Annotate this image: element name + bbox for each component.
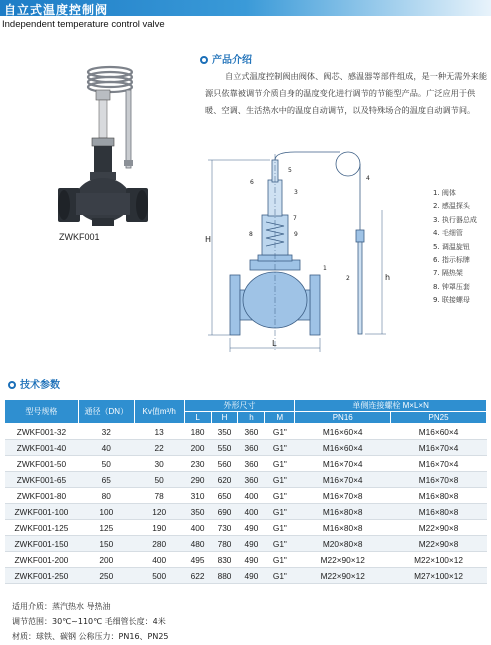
table-cell: 30 bbox=[134, 456, 184, 472]
table-row bbox=[5, 536, 487, 552]
table-cell: 190 bbox=[134, 520, 184, 536]
title-bar bbox=[0, 0, 491, 16]
table-cell: 830 bbox=[211, 552, 238, 568]
table-cell: ZWKF001-100 bbox=[5, 504, 79, 520]
table-cell: ZWKF001-150 bbox=[5, 536, 79, 552]
dim-H-label: H bbox=[205, 235, 212, 244]
table-cell: G1" bbox=[265, 440, 295, 456]
callout-5: 5 bbox=[288, 167, 292, 174]
table-cell: 690 bbox=[211, 504, 238, 520]
bullet-ring-icon bbox=[200, 56, 208, 64]
header-h: h bbox=[238, 412, 265, 424]
callout-8: 8 bbox=[249, 231, 253, 238]
table-cell: M16×60×4 bbox=[391, 424, 487, 440]
table-cell: 650 bbox=[211, 488, 238, 504]
table-row bbox=[5, 472, 487, 488]
header-kv: Kv值m³/h bbox=[134, 400, 184, 424]
table-cell: 280 bbox=[134, 536, 184, 552]
page-subtitle: Independent temperature control valve bbox=[2, 19, 165, 30]
table-cell: 360 bbox=[238, 424, 265, 440]
legend-item: 8. 钟罩压套 bbox=[433, 282, 470, 291]
table-cell: M16×70×4 bbox=[391, 440, 487, 456]
legend-item: 1. 阀体 bbox=[433, 189, 456, 197]
table-cell: 550 bbox=[211, 440, 238, 456]
table-cell: M16×60×4 bbox=[295, 424, 391, 440]
note-medium: 适用介质：蒸汽热水 导热油 bbox=[12, 602, 111, 611]
table-cell: 200 bbox=[78, 552, 134, 568]
table-cell: 490 bbox=[238, 552, 265, 568]
header-L: L bbox=[184, 412, 211, 424]
table-row bbox=[5, 568, 487, 584]
table-cell: 480 bbox=[184, 536, 211, 552]
table-cell: 620 bbox=[211, 472, 238, 488]
table-cell: 50 bbox=[134, 472, 184, 488]
table-cell: G1" bbox=[265, 536, 295, 552]
table-cell: M16×70×8 bbox=[295, 488, 391, 504]
callout-4: 4 bbox=[366, 175, 370, 182]
table-cell: ZWKF001-32 bbox=[5, 424, 79, 440]
callout-9: 9 bbox=[294, 231, 298, 238]
table-cell: M16×70×4 bbox=[295, 472, 391, 488]
table-cell: 350 bbox=[211, 424, 238, 440]
table-row bbox=[5, 520, 487, 536]
table-cell: G1" bbox=[265, 424, 295, 440]
table-cell: 78 bbox=[134, 488, 184, 504]
header-M: M bbox=[265, 412, 295, 424]
bullet-ring-icon bbox=[8, 381, 16, 389]
product-photo bbox=[40, 60, 170, 235]
table-row bbox=[5, 424, 487, 440]
callout-2: 2 bbox=[346, 275, 350, 282]
table-row bbox=[5, 488, 487, 504]
header-dn: 通径（DN） bbox=[78, 400, 134, 424]
table-cell: 360 bbox=[238, 472, 265, 488]
header-flange: 单侧连接螺栓 M×L×N bbox=[295, 400, 487, 412]
table-cell: 490 bbox=[238, 536, 265, 552]
product-model-caption: ZWKF001 bbox=[59, 232, 100, 242]
table-row bbox=[5, 504, 487, 520]
table-cell: G1" bbox=[265, 456, 295, 472]
table-cell: 22 bbox=[134, 440, 184, 456]
table-cell: 100 bbox=[78, 504, 134, 520]
valve-schematic-drawing bbox=[200, 150, 430, 365]
callout-6: 6 bbox=[250, 179, 254, 186]
table-cell: 490 bbox=[238, 520, 265, 536]
note-material: 材质：球铁、碳钢 公称压力：PN16、PN25 bbox=[12, 632, 169, 641]
table-cell: M22×90×12 bbox=[295, 568, 391, 584]
table-cell: M16×60×4 bbox=[295, 440, 391, 456]
callout-3: 3 bbox=[294, 189, 298, 196]
table-cell: M20×80×8 bbox=[295, 536, 391, 552]
table-cell: 32 bbox=[78, 424, 134, 440]
table-cell: G1" bbox=[265, 568, 295, 584]
page-title: 自立式温度控制阀 bbox=[4, 3, 109, 17]
header-pn16: PN16 bbox=[295, 412, 391, 424]
table-cell: G1" bbox=[265, 552, 295, 568]
table-cell: M27×100×12 bbox=[391, 568, 487, 584]
legend-item: 5. 调温旋钮 bbox=[433, 242, 470, 251]
table-cell: M16×80×8 bbox=[295, 520, 391, 536]
table-cell: 80 bbox=[78, 488, 134, 504]
legend-item: 2. 感温探头 bbox=[433, 202, 470, 211]
table-cell: 880 bbox=[211, 568, 238, 584]
table-cell: 360 bbox=[238, 440, 265, 456]
table-cell: 65 bbox=[78, 472, 134, 488]
table-cell: ZWKF001-200 bbox=[5, 552, 79, 568]
table-cell: 780 bbox=[211, 536, 238, 552]
table-cell: ZWKF001-65 bbox=[5, 472, 79, 488]
table-cell: 500 bbox=[134, 568, 184, 584]
header-model: 型号规格 bbox=[5, 400, 79, 424]
table-cell: 400 bbox=[184, 520, 211, 536]
table-cell: 13 bbox=[134, 424, 184, 440]
table-cell: 730 bbox=[211, 520, 238, 536]
legend-item: 3. 执行器总成 bbox=[433, 215, 477, 224]
specs-heading: 技术参数 bbox=[8, 376, 60, 391]
table-row bbox=[5, 440, 487, 456]
table-row bbox=[5, 456, 487, 472]
table-cell: 622 bbox=[184, 568, 211, 584]
table-cell: M16×80×8 bbox=[391, 504, 487, 520]
table-cell: 400 bbox=[238, 488, 265, 504]
table-cell: 560 bbox=[211, 456, 238, 472]
table-cell: 180 bbox=[184, 424, 211, 440]
drawing-legend bbox=[433, 187, 477, 308]
intro-heading: 产品介绍 bbox=[200, 51, 252, 66]
legend-item: 4. 毛细管 bbox=[433, 229, 463, 238]
table-cell: ZWKF001-125 bbox=[5, 520, 79, 536]
table-cell: M16×80×8 bbox=[295, 504, 391, 520]
intro-text: 自立式温度控制阀由阀体、阀芯、感温器等部件组成，是一种无需外来能源只依靠被调节介质自身的温度变化进行调节的节能型产品。广泛应用于供暖、空调、生活热水中的温度自动调节，以及特殊场合的温度自动调节间。 bbox=[205, 71, 488, 115]
table-cell: ZWKF001-50 bbox=[5, 456, 79, 472]
table-cell: M22×90×12 bbox=[295, 552, 391, 568]
table-cell: 50 bbox=[78, 456, 134, 472]
legend-item: 9. 联接螺母 bbox=[433, 296, 470, 305]
table-cell: ZWKF001-40 bbox=[5, 440, 79, 456]
table-cell: 200 bbox=[184, 440, 211, 456]
note-range: 调节范围：30℃~110℃ 毛细管长度：4米 bbox=[12, 617, 166, 626]
table-cell: G1" bbox=[265, 488, 295, 504]
dim-L-label: L bbox=[272, 339, 277, 348]
legend-item: 7. 隔热架 bbox=[433, 269, 463, 278]
table-cell: M16×80×8 bbox=[391, 488, 487, 504]
table-cell: M22×100×12 bbox=[391, 552, 487, 568]
table-cell: G1" bbox=[265, 472, 295, 488]
table-cell: ZWKF001-250 bbox=[5, 568, 79, 584]
header-H: H bbox=[211, 412, 238, 424]
table-cell: 120 bbox=[134, 504, 184, 520]
table-cell: 360 bbox=[238, 456, 265, 472]
table-cell: M16×70×4 bbox=[295, 456, 391, 472]
spec-table bbox=[4, 399, 487, 584]
table-cell: 310 bbox=[184, 488, 211, 504]
table-cell: 230 bbox=[184, 456, 211, 472]
table-cell: M16×70×4 bbox=[391, 456, 487, 472]
table-cell: 290 bbox=[184, 472, 211, 488]
table-row bbox=[5, 552, 487, 568]
table-cell: 495 bbox=[184, 552, 211, 568]
table-cell: M16×70×8 bbox=[391, 472, 487, 488]
table-cell: 490 bbox=[238, 568, 265, 584]
table-cell: 40 bbox=[78, 440, 134, 456]
callout-7: 7 bbox=[293, 215, 297, 222]
legend-item: 6. 指示标牌 bbox=[433, 255, 470, 264]
table-cell: 125 bbox=[78, 520, 134, 536]
dim-h-label: h bbox=[385, 273, 391, 282]
table-cell: 400 bbox=[238, 504, 265, 520]
callout-1: 1 bbox=[323, 265, 327, 272]
table-cell: 250 bbox=[78, 568, 134, 584]
table-cell: M22×90×8 bbox=[391, 536, 487, 552]
table-cell: ZWKF001-80 bbox=[5, 488, 79, 504]
table-cell: G1" bbox=[265, 504, 295, 520]
table-cell: G1" bbox=[265, 520, 295, 536]
table-cell: 150 bbox=[78, 536, 134, 552]
table-cell: 350 bbox=[184, 504, 211, 520]
table-cell: 400 bbox=[134, 552, 184, 568]
header-dims: 外形尺寸 bbox=[184, 400, 295, 412]
header-pn25: PN25 bbox=[391, 412, 487, 424]
footnotes bbox=[12, 599, 169, 644]
table-cell: M22×90×8 bbox=[391, 520, 487, 536]
